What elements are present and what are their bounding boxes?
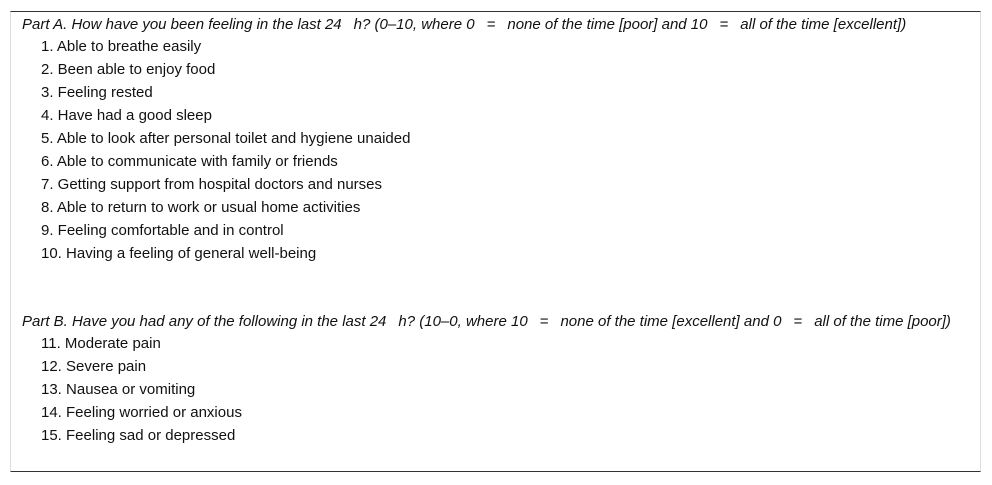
part-b-heading: Part B. Have you had any of the following in the last 24 h? (10–0, where 10 = none of the time [excellent] and 0 = all of the time [poor]): [22, 313, 951, 330]
list-item: 9. Feeling comfortable and in control: [41, 222, 284, 239]
list-item: 5. Able to look after personal toilet and hygiene unaided: [41, 130, 411, 147]
list-item: 4. Have had a good sleep: [41, 107, 212, 124]
part-b-section: [22, 311, 962, 447]
list-item: 15. Feeling sad or depressed: [41, 427, 236, 444]
part-a-item-list: [22, 35, 962, 265]
questionnaire-table: [10, 11, 981, 472]
part-b-item-list: [22, 332, 962, 447]
list-item: 10. Having a feeling of general well-being: [41, 245, 317, 262]
list-item: 7. Getting support from hospital doctors and nurses: [41, 176, 383, 193]
part-a-heading: Part A. How have you been feeling in the last 24 h? (0–10, where 0 = none of the time [poor] and 10 = all of the time [excellent]): [22, 16, 907, 33]
list-item: 11. Moderate pain: [41, 335, 161, 352]
list-item: 2. Been able to enjoy food: [41, 61, 216, 78]
list-item: 6. Able to communicate with family or friends: [41, 153, 338, 170]
list-item: 8. Able to return to work or usual home activities: [41, 199, 361, 216]
list-item: 14. Feeling worried or anxious: [41, 404, 242, 421]
list-item: 12. Severe pain: [41, 358, 147, 375]
list-item: 3. Feeling rested: [41, 84, 153, 101]
list-item: 13. Nausea or vomiting: [41, 381, 196, 398]
part-a-section: [22, 14, 962, 265]
list-item: 1. Able to breathe easily: [41, 38, 202, 55]
